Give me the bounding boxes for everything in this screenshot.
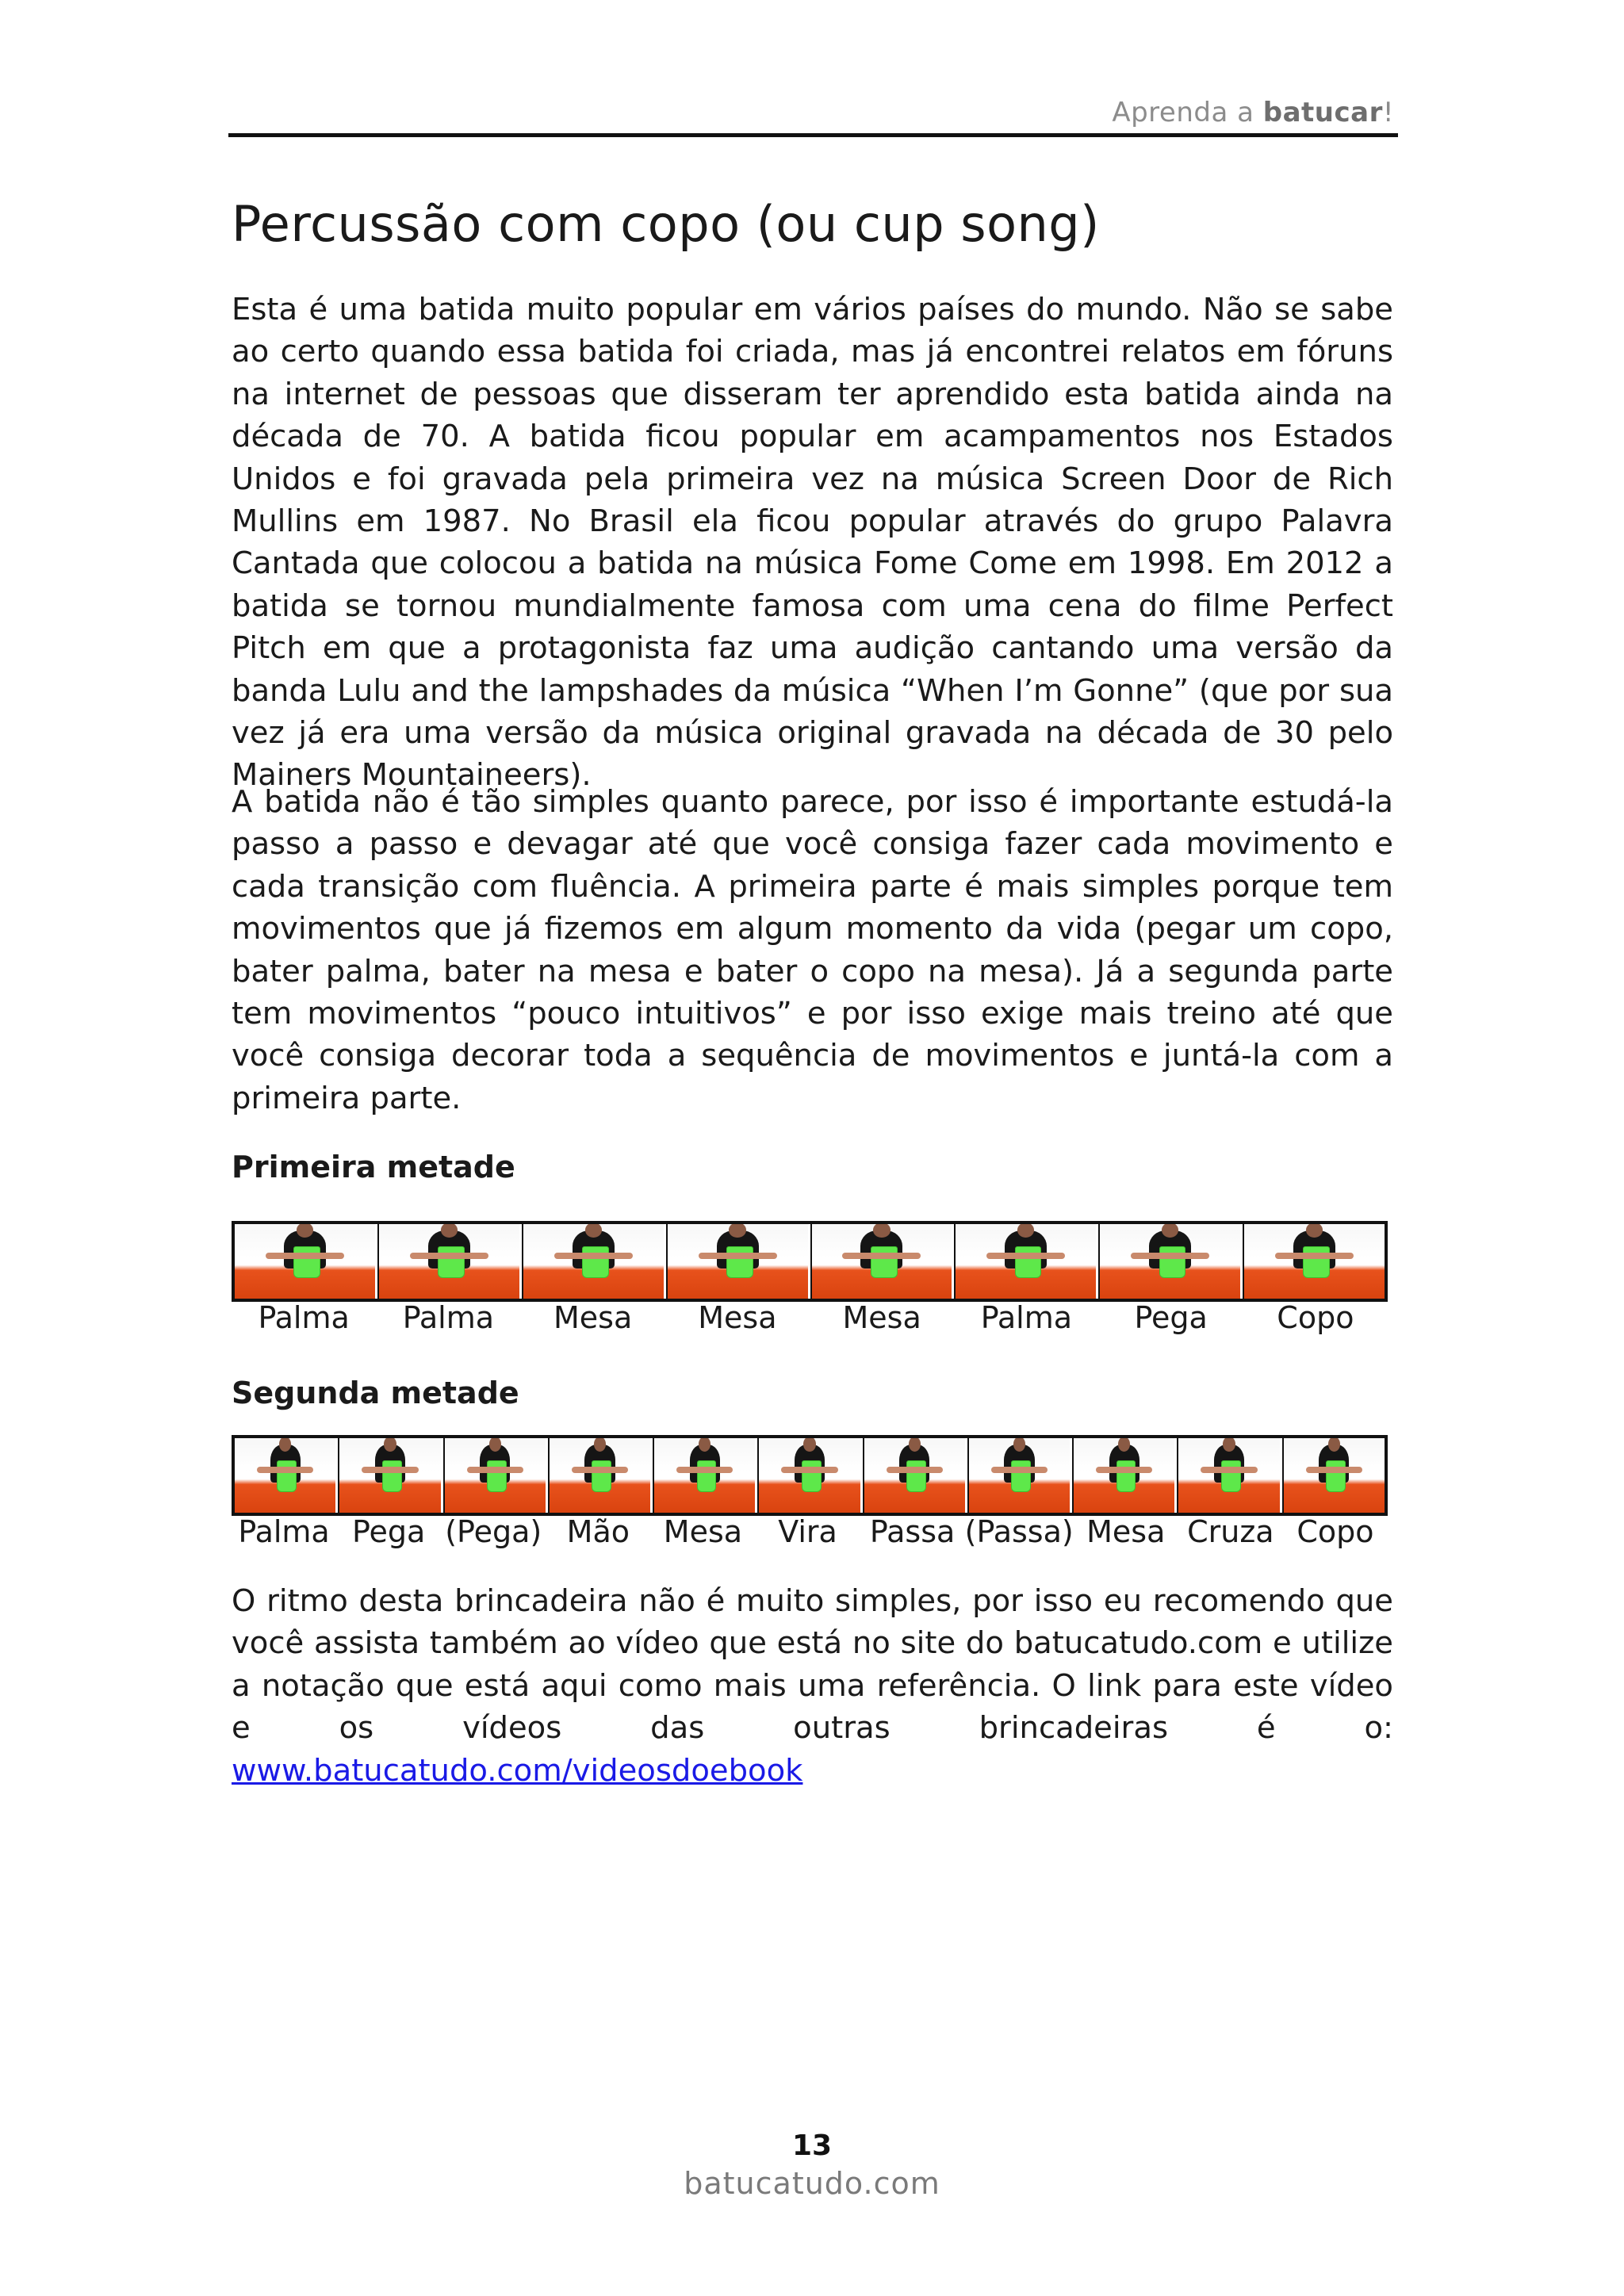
person-head [909, 1438, 921, 1452]
green-cup [1011, 1460, 1031, 1492]
step-label: Mesa [663, 1514, 743, 1549]
step-label: Copo [1297, 1514, 1374, 1549]
step-photo [956, 1224, 1100, 1299]
person-arms [410, 1253, 488, 1259]
step-label: Mesa [1086, 1514, 1166, 1549]
step-photo [445, 1438, 550, 1513]
step-label: Mesa [698, 1300, 777, 1335]
step-label: Palma [238, 1514, 330, 1549]
step-photo [1100, 1224, 1244, 1299]
green-cup [487, 1460, 507, 1492]
person-head [1223, 1438, 1235, 1452]
step-label: Mão [566, 1514, 630, 1549]
paragraph-recommendation-text: O ritmo desta brincadeira não é muito simples, por isso eu recomendo que você assista também ao vídeo que está no site do batucatudo.com e utilize a notação que está aqui como mais uma referência. O link para este vídeo e os vídeos das outras brincadeiras é o: [232, 1583, 1393, 1747]
person-arms [1306, 1467, 1362, 1473]
person-arms [1131, 1253, 1209, 1259]
person-arms [362, 1467, 418, 1473]
section-title-second-half: Segunda metade [232, 1376, 519, 1410]
green-cup [293, 1246, 320, 1278]
step-photo [1074, 1438, 1178, 1513]
step-photo [235, 1224, 379, 1299]
step-photo [1284, 1438, 1385, 1513]
person-head [729, 1224, 745, 1238]
step-label: Palma [980, 1300, 1073, 1335]
green-cup [1116, 1460, 1136, 1492]
step-label: Cruza [1187, 1514, 1274, 1549]
green-cup [438, 1246, 465, 1278]
step-photo [668, 1224, 812, 1299]
person-head [384, 1438, 396, 1452]
person-head [585, 1224, 602, 1238]
person-head [873, 1224, 890, 1238]
page-title: Percussão com copo (ou cup song) [232, 195, 1100, 253]
step-labels-first-half [232, 1300, 1388, 1335]
step-photo [523, 1224, 668, 1299]
step-photo [864, 1438, 969, 1513]
person-arms [266, 1253, 344, 1259]
green-cup [1221, 1460, 1241, 1492]
step-photo [812, 1224, 956, 1299]
green-cup [1015, 1246, 1042, 1278]
header-brand-bold: batucar [1262, 97, 1383, 128]
person-arms [467, 1467, 523, 1473]
person-arms [554, 1253, 633, 1259]
green-cup [906, 1460, 926, 1492]
paragraph-difficulty: A batida não é tão simples quanto parece, por isso é importante estudá-la passo a passo e devagar até que você consiga fazer cada movimento e cada transição com fluência. A primeira parte é mais simples porque tem movimentos que já fizemos em algum momento da vida (pegar um copo, bater palma, bater na mesa e bater o copo na mesa). Já a segunda parte tem movimentos “pouco intuitivos” e por isso exige mais treino até que você consiga decorar toda a sequência de movimentos e juntá-la com a primeira parte. [232, 784, 1393, 1116]
person-arms [699, 1253, 777, 1259]
green-cup [871, 1246, 898, 1278]
step-photo [235, 1438, 339, 1513]
paragraph-recommendation [232, 1580, 1393, 1792]
person-arms [842, 1253, 921, 1259]
person-arms [676, 1467, 733, 1473]
step-label: Mesa [553, 1300, 633, 1335]
person-head [489, 1438, 501, 1452]
green-cup [382, 1460, 402, 1492]
step-label: Copo [1277, 1300, 1354, 1335]
person-arms [1096, 1467, 1152, 1473]
header-brand [1112, 97, 1394, 128]
step-photo [654, 1438, 759, 1513]
step-photo [969, 1438, 1074, 1513]
step-label: Pega [1134, 1300, 1208, 1335]
person-arms [1201, 1467, 1257, 1473]
header-brand-suffix: ! [1382, 97, 1394, 128]
step-labels-second-half [232, 1514, 1388, 1549]
green-cup [582, 1246, 609, 1278]
step-photo [379, 1224, 523, 1299]
person-arms [257, 1467, 313, 1473]
green-cup [726, 1246, 753, 1278]
person-arms [1275, 1253, 1354, 1259]
page-number: 13 [791, 2130, 833, 2162]
header-rule [228, 133, 1398, 137]
person-head [441, 1224, 458, 1238]
section-title-first-half: Primeira metade [232, 1150, 515, 1184]
green-cup [277, 1460, 297, 1492]
step-photo [550, 1438, 654, 1513]
step-label: Palma [402, 1300, 495, 1335]
person-arms [986, 1253, 1065, 1259]
footer-site: batucatudo.com [684, 2166, 940, 2201]
green-cup [1303, 1246, 1330, 1278]
person-head [803, 1438, 815, 1452]
step-label: Palma [258, 1300, 350, 1335]
step-label: Pega [351, 1514, 426, 1549]
person-arms [781, 1467, 837, 1473]
person-arms [572, 1467, 628, 1473]
step-label: Passa [869, 1514, 956, 1549]
step-label: (Passa) [964, 1514, 1074, 1549]
paragraph-history: Esta é uma batida muito popular em vários países do mundo. Não se sabe ao certo quando essa batida foi criada, mas já encontrei relatos em fóruns na internet de pessoas que disseram ter aprendido esta batida ainda na década de 70. A batida ficou popular em acampamentos nos Estados Unidos e foi gravada pela primeira vez na música Screen Door de Rich Mullins em 1987. No Brasil ela ficou popular através do grupo Palavra Cantada que colocou a batida na música Fome Come em 1998. Em 2012 a batida se tornou mundialmente famosa com uma cena do filme Perfect Pitch em que a protagonista faz uma audição cantando uma versão da banda Lulu and the lampshades da música “When I’m Gonne” (que por sua vez já era uma versão da música original gravada na década de 30 pelo Mainers Mountaineers). [232, 292, 1393, 794]
step-photo [339, 1438, 444, 1513]
green-cup [592, 1460, 611, 1492]
photo-strip-first-half [232, 1221, 1388, 1302]
header-brand-prefix: Aprenda a [1112, 97, 1263, 128]
person-arms [991, 1467, 1048, 1473]
videos-link[interactable]: www.batucatudo.com/videosdoebook [232, 1752, 803, 1789]
step-label: Vira [778, 1514, 837, 1549]
step-photo [1178, 1438, 1283, 1513]
green-cup [697, 1460, 717, 1492]
step-photo [1244, 1224, 1385, 1299]
step-label: (Pega) [445, 1514, 542, 1549]
person-head [1328, 1438, 1340, 1452]
person-arms [887, 1467, 943, 1473]
green-cup [802, 1460, 822, 1492]
photo-strip-second-half [232, 1435, 1388, 1516]
step-photo [759, 1438, 864, 1513]
step-label: Mesa [842, 1300, 921, 1335]
green-cup [1159, 1246, 1186, 1278]
green-cup [1326, 1460, 1346, 1492]
